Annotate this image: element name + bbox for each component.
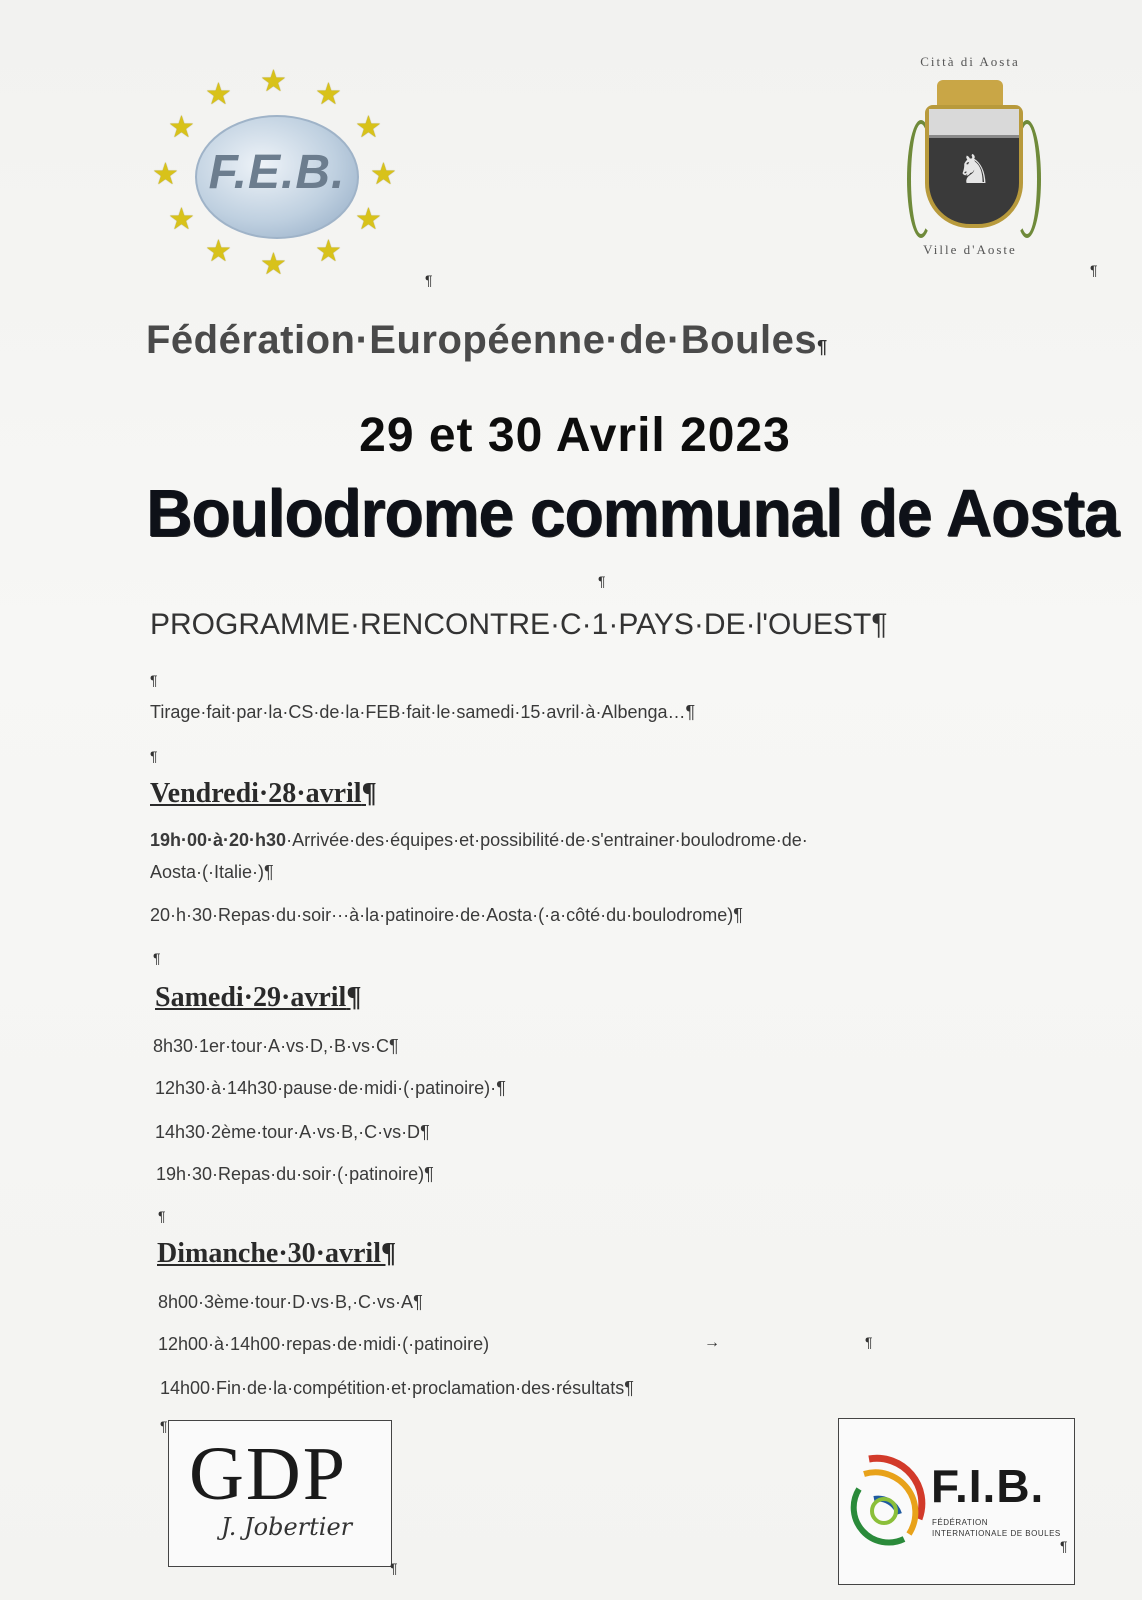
sunday-item-3 — [160, 1378, 1010, 1399]
friday-item-1-cont-text: Aosta·(·Italie·) — [150, 862, 265, 882]
star-icon: ★ — [205, 77, 232, 112]
saturday-item-4-text: 19h·30·Repas·du·soir·(·patinoire) — [156, 1164, 425, 1184]
sunday-item-1 — [158, 1292, 1008, 1313]
pilcrow: ¶ — [160, 1418, 168, 1434]
pilcrow: ¶ — [1060, 1538, 1068, 1554]
saturday-item-3 — [155, 1122, 1005, 1143]
shield-icon — [925, 105, 1023, 228]
pilcrow: ¶ — [424, 1164, 434, 1184]
pilcrow: ¶ — [685, 702, 696, 722]
saturday-item-1-text: 8h30·1er·tour·A·vs·D,·B·vs·C — [153, 1036, 390, 1056]
gdp-logo-text: GDP — [189, 1432, 348, 1516]
lion-icon: ♞ — [956, 147, 992, 193]
pilcrow: ¶ — [1090, 262, 1098, 278]
sunday-item-3-text: 14h00·Fin·de·la·compétition·et·proclamation·des·résultats — [160, 1378, 625, 1398]
star-icon: ★ — [168, 202, 195, 237]
sunday-item-2 — [158, 1334, 1008, 1355]
saturday-heading-text: Samedi·29·avril — [155, 982, 347, 1013]
star-icon: ★ — [315, 77, 342, 112]
fib-logo — [838, 1418, 1075, 1585]
fib-logo-text: F.I.B. — [931, 1460, 1045, 1512]
program-title — [150, 608, 1010, 642]
star-icon: ★ — [260, 247, 287, 282]
pilcrow: ¶ — [264, 862, 274, 882]
pilcrow: ¶ — [425, 272, 433, 288]
feb-logo — [150, 65, 410, 280]
friday-item-2-text: 20·h·30·Repas·du·soir···à·la·patinoire·de·Aosta·(·a·côté·du·boulodrome) — [150, 905, 734, 925]
tab-arrow-icon: → — [704, 1334, 720, 1351]
aosta-arc-top: Città di Aosta — [920, 54, 1020, 69]
pilcrow: ¶ — [390, 1560, 398, 1576]
star-icon: ★ — [152, 157, 179, 192]
sunday-item-1-text: 8h00·3ème·tour·D·vs·B,·C·vs·A — [158, 1292, 414, 1312]
pilcrow: ¶ — [817, 337, 828, 357]
saturday-heading — [155, 982, 361, 1014]
sunday-heading-text: Dimanche·30·avril — [157, 1238, 381, 1269]
star-icon: ★ — [315, 234, 342, 269]
fib-swirl-icon — [849, 1439, 929, 1549]
pilcrow: ¶ — [420, 1122, 430, 1142]
star-icon: ★ — [168, 110, 195, 145]
star-icon: ★ — [355, 110, 382, 145]
intro-line — [150, 702, 1000, 723]
federation-title — [146, 318, 966, 363]
saturday-item-1 — [153, 1036, 1003, 1057]
intro-text: Tirage·fait·par·la·CS·de·la·FEB·fait·le·samedi·15·avril·à·Albenga… — [150, 702, 686, 722]
star-icon: ★ — [260, 64, 287, 99]
saturday-item-2 — [155, 1078, 1005, 1099]
pilcrow: ¶ — [389, 1036, 399, 1056]
aosta-coat-of-arms — [895, 50, 1045, 270]
program-title-text: PROGRAMME·RENCONTRE·C·1·PAYS·DE·l'OUEST — [150, 608, 872, 641]
shield-chief — [929, 109, 1019, 138]
friday-item-1 — [150, 830, 1000, 851]
globe-icon — [195, 115, 359, 239]
pilcrow: ¶ — [865, 1334, 873, 1350]
pilcrow: ¶ — [361, 778, 377, 809]
friday-item-1-text: ·Arrivée·des·équipes·et·possibilité·de·s'entrainer·boulodrome·de· — [286, 830, 808, 850]
pilcrow: ¶ — [496, 1078, 506, 1098]
pilcrow: ¶ — [733, 905, 743, 925]
pilcrow: ¶ — [413, 1292, 423, 1312]
gdp-logo — [168, 1420, 392, 1567]
saturday-item-2-text: 12h30·à·14h30·pause·de·midi·(·patinoire)· — [155, 1078, 497, 1098]
event-date-title: 29 et 30 Avril 2023 — [359, 409, 791, 462]
friday-heading — [150, 778, 377, 810]
pilcrow: ¶ — [346, 982, 362, 1013]
friday-item-1-time: 19h·00·à·20·h30 — [150, 830, 287, 850]
aosta-arc-bottom: Ville d'Aoste — [923, 242, 1017, 257]
star-icon: ★ — [370, 157, 397, 192]
saturday-item-4 — [156, 1164, 1006, 1185]
star-icon: ★ — [355, 202, 382, 237]
pilcrow: ¶ — [381, 1238, 397, 1269]
pilcrow: ¶ — [150, 672, 158, 688]
saturday-item-3-text: 14h30·2ème·tour·A·vs·B,·C·vs·D — [155, 1122, 421, 1142]
federation-title-text: Fédération·Européenne·de·Boules — [146, 318, 818, 362]
pilcrow: ¶ — [624, 1378, 634, 1398]
gdp-signature: J. Jobertier — [221, 1513, 353, 1541]
friday-item-2 — [150, 905, 1000, 926]
pilcrow: ¶ — [150, 748, 158, 764]
friday-item-1-cont — [150, 862, 1000, 883]
venue-title: Boulodrome communal de Aosta — [146, 475, 1119, 551]
crown-icon — [937, 80, 1003, 108]
sunday-item-2-text: 12h00·à·14h00·repas·de·midi·(·patinoire) — [158, 1334, 490, 1354]
friday-heading-text: Vendredi·28·avril — [150, 778, 362, 809]
pilcrow: ¶ — [153, 950, 161, 966]
sunday-heading — [157, 1238, 396, 1270]
pilcrow: ¶ — [158, 1208, 166, 1224]
pilcrow: ¶ — [871, 608, 888, 641]
feb-logo-text: F.E.B. — [208, 146, 346, 199]
star-icon: ★ — [205, 234, 232, 269]
pilcrow: ¶ — [598, 573, 606, 589]
fib-logo-subtitle: FÉDÉRATION INTERNATIONALE DE BOULES — [932, 1518, 1061, 1538]
